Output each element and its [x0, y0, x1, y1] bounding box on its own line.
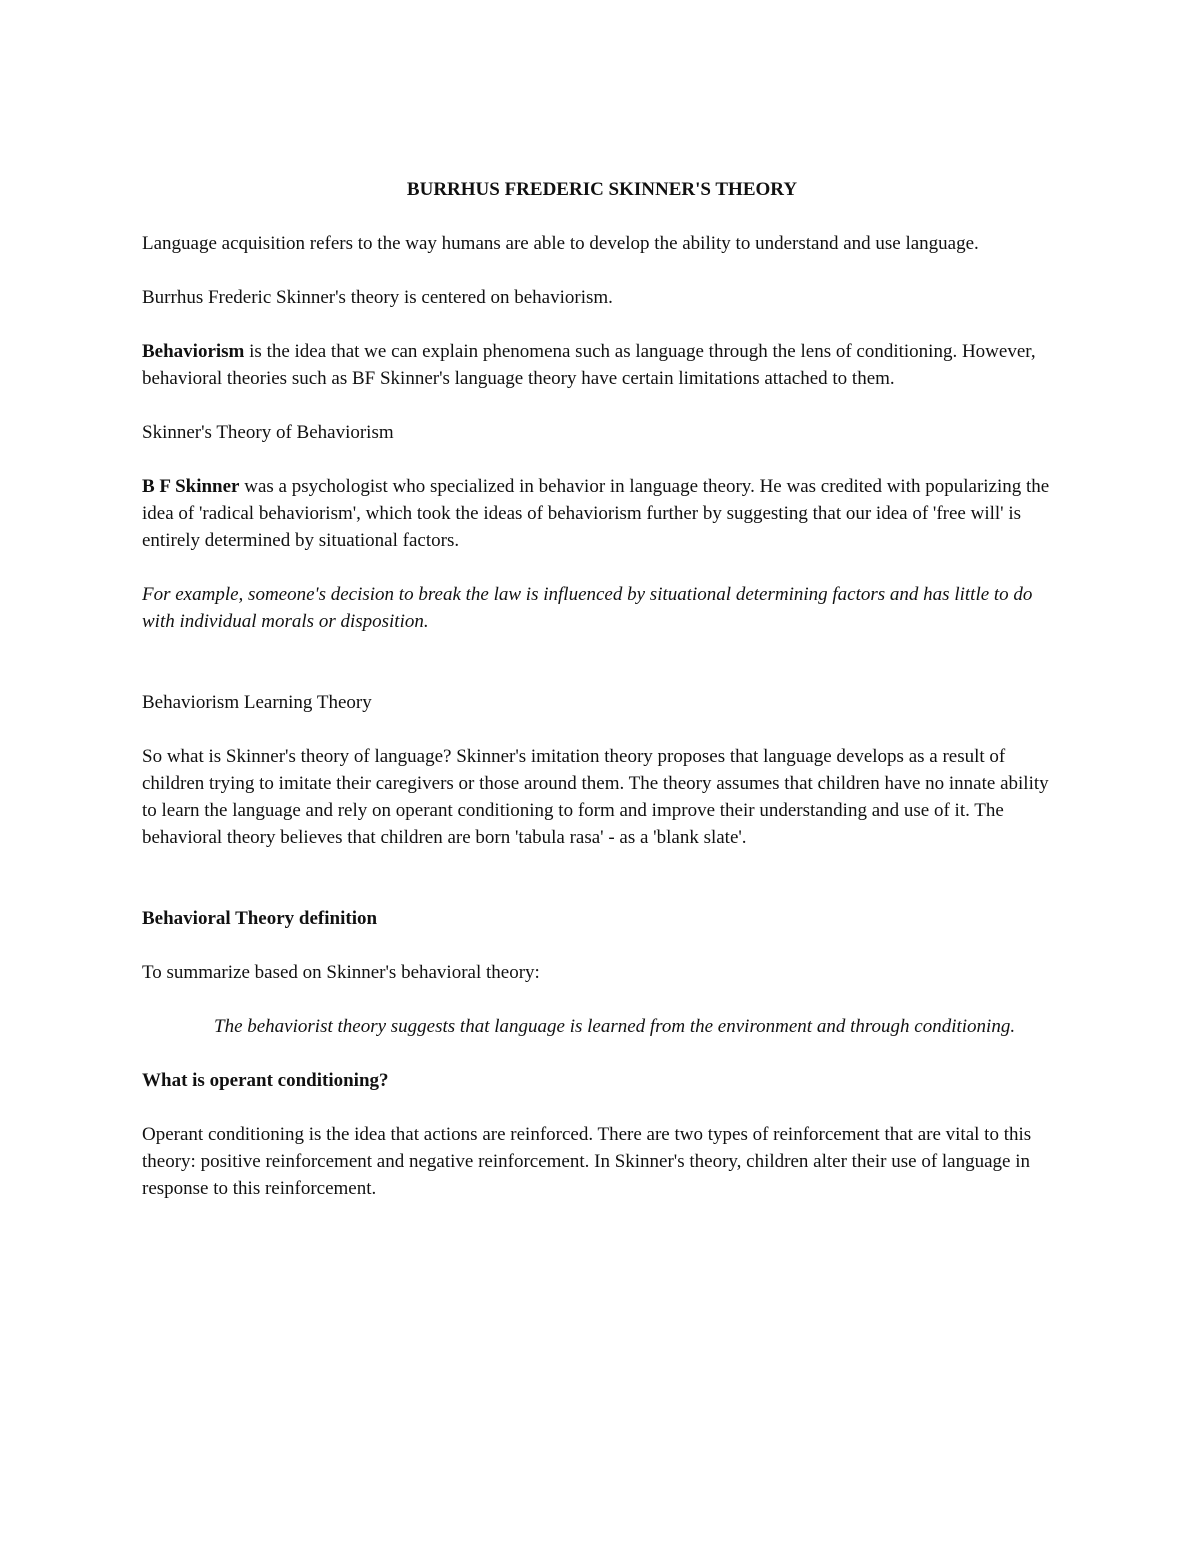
paragraph-example: For example, someone's decision to break the law is influenced by situational determining factors and has little to do with individual morals or disposition. [142, 584, 1033, 632]
term-behaviorism: Behaviorism [142, 341, 245, 362]
paragraph-bf-skinner [142, 473, 1062, 554]
heading-behavioral-definition: Behavioral Theory definition [142, 908, 378, 929]
paragraph-operant-conditioning: Operant conditioning is the idea that actions are reinforced. There are two types of reinforcement that are vital to this theory: positive reinforcement and negative reinforcement. In Skinner's theory, children alter their use of language in response to this reinforcement. [142, 1124, 1032, 1199]
paragraph-imitation-theory: So what is Skinner's theory of language? Skinner's imitation theory proposes that language develops as a result of children trying to imitate their caregivers or those around them. The theory assumes that children have no innate ability to learn the language and rely on operant conditioning to form and improve their understanding and use of it. The behavioral theory believes that children are born 'tabula rasa' - as a 'blank slate'. [142, 746, 1049, 848]
quote-behaviorist-theory: The behaviorist theory suggests that language is learned from the environment and through conditioning. [214, 1016, 1016, 1037]
paragraph-language-acquisition: Language acquisition refers to the way humans are able to develop the ability to understand and use language. [142, 233, 979, 254]
paragraph-summarize: To summarize based on Skinner's behavioral theory: [142, 962, 540, 983]
heading-learning-theory: Behaviorism Learning Theory [142, 692, 372, 713]
paragraph-theory-centered: Burrhus Frederic Skinner's theory is centered on behaviorism. [142, 287, 613, 308]
paragraph-bf-skinner-text: was a psychologist who specialized in behavior in language theory. He was credited with popularizing the idea of 'radical behaviorism', which took the ideas of behaviorism further by suggesting that our idea of 'free will' is entirely determined by situational factors. [142, 476, 1050, 551]
document-body [142, 176, 1062, 1202]
document-title: BURRHUS FREDERIC SKINNER'S THEORY [406, 179, 798, 200]
paragraph-behaviorism-text: is the idea that we can explain phenomena such as language through the lens of conditioning. However, behavioral theories such as BF Skinner's language theory have certain limitations attached to them. [142, 341, 1036, 389]
paragraph-behaviorism-definition [142, 338, 1062, 392]
heading-skinners-theory: Skinner's Theory of Behaviorism [142, 422, 394, 443]
heading-operant-conditioning: What is operant conditioning? [142, 1070, 389, 1091]
term-bf-skinner: B F Skinner [142, 476, 240, 497]
